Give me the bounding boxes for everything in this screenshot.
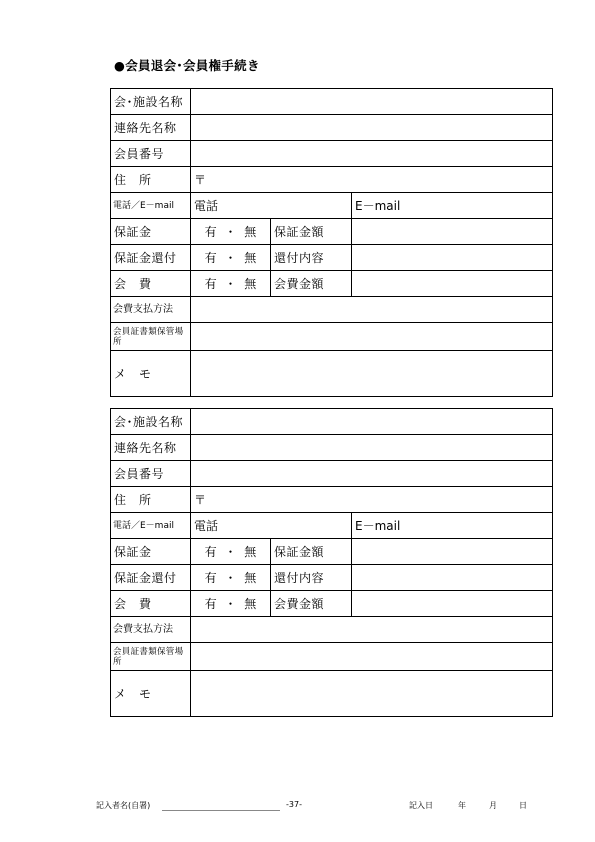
- entry-date-label: 記入日: [409, 801, 433, 810]
- row-fee: [111, 591, 553, 617]
- label-fee-amount: 会費金額: [271, 591, 352, 617]
- label-member-number: 会員番号: [111, 141, 191, 167]
- label-memo: メ モ: [111, 671, 191, 717]
- row-fee-payment: [111, 617, 553, 643]
- label-deposit: 保証金: [111, 219, 191, 245]
- field-email[interactable]: [352, 193, 553, 219]
- label-deposit-refund: 保証金還付: [111, 245, 191, 271]
- label-phone: 電話: [194, 198, 219, 213]
- label-phone: 電話: [194, 518, 219, 533]
- writer-name-label: 記入者名(自署): [96, 801, 151, 810]
- label-deposit-amount: 保証金額: [271, 539, 352, 565]
- field-member-number[interactable]: [191, 461, 553, 487]
- row-address: [111, 167, 553, 193]
- label-email: E－mail: [355, 518, 401, 533]
- label-phone-email: 電話／E－mail: [111, 513, 191, 539]
- field-refund-details[interactable]: [352, 245, 553, 271]
- row-facility-name: [111, 409, 553, 435]
- row-memo: [111, 671, 553, 717]
- label-facility-name: 会･施設名称: [111, 409, 191, 435]
- deposit-refund-yes-no[interactable]: 有 ・ 無: [191, 565, 271, 591]
- field-member-number[interactable]: [191, 141, 553, 167]
- label-fee-payment-method: 会費支払方法: [111, 297, 191, 323]
- field-contact-name[interactable]: [191, 115, 553, 141]
- page-title: ●会員退会･会員権手続き: [114, 58, 260, 73]
- field-cert-storage[interactable]: [191, 643, 553, 671]
- row-cert-storage: [111, 643, 553, 671]
- label-fee: 会 費: [111, 271, 191, 297]
- label-cert-storage: 会員証書類保管場所: [111, 323, 191, 351]
- field-phone[interactable]: [191, 513, 352, 539]
- deposit-yes-no[interactable]: 有 ・ 無: [191, 219, 271, 245]
- row-fee: [111, 271, 553, 297]
- label-refund-details: 還付内容: [271, 245, 352, 271]
- field-fee-amount[interactable]: [352, 591, 553, 617]
- row-contact-name: [111, 115, 553, 141]
- row-deposit-refund: [111, 565, 553, 591]
- row-deposit-refund: [111, 245, 553, 271]
- field-fee-payment-method[interactable]: [191, 297, 553, 323]
- label-address: 住 所: [111, 167, 191, 193]
- field-facility-name[interactable]: [191, 409, 553, 435]
- row-deposit: [111, 539, 553, 565]
- field-address[interactable]: [191, 487, 553, 513]
- row-cert-storage: [111, 323, 553, 351]
- row-fee-payment: [111, 297, 553, 323]
- label-fee: 会 費: [111, 591, 191, 617]
- page-number: -37-: [286, 800, 302, 809]
- label-fee-amount: 会費金額: [271, 271, 352, 297]
- label-contact-name: 連絡先名称: [111, 435, 191, 461]
- field-cert-storage[interactable]: [191, 323, 553, 351]
- label-facility-name: 会･施設名称: [111, 89, 191, 115]
- label-memo: メ モ: [111, 351, 191, 397]
- field-fee-payment-method[interactable]: [191, 617, 553, 643]
- label-member-number: 会員番号: [111, 461, 191, 487]
- row-deposit: [111, 219, 553, 245]
- row-member-number: [111, 141, 553, 167]
- field-contact-name[interactable]: [191, 435, 553, 461]
- label-fee-payment-method: 会費支払方法: [111, 617, 191, 643]
- field-facility-name[interactable]: [191, 89, 553, 115]
- label-phone-email: 電話／E－mail: [111, 193, 191, 219]
- field-fee-amount[interactable]: [352, 271, 553, 297]
- field-phone[interactable]: [191, 193, 352, 219]
- label-deposit-refund: 保証金還付: [111, 565, 191, 591]
- label-deposit: 保証金: [111, 539, 191, 565]
- row-phone-email: [111, 193, 553, 219]
- field-deposit-amount[interactable]: [352, 539, 553, 565]
- row-member-number: [111, 461, 553, 487]
- fee-yes-no[interactable]: 有 ・ 無: [191, 271, 271, 297]
- row-phone-email: [111, 513, 553, 539]
- signature-line[interactable]: [162, 810, 280, 811]
- field-memo[interactable]: [191, 671, 553, 717]
- row-address: [111, 487, 553, 513]
- row-contact-name: [111, 435, 553, 461]
- label-refund-details: 還付内容: [271, 565, 352, 591]
- field-email[interactable]: [352, 513, 553, 539]
- row-facility-name: [111, 89, 553, 115]
- field-refund-details[interactable]: [352, 565, 553, 591]
- field-address[interactable]: [191, 167, 553, 193]
- label-address: 住 所: [111, 487, 191, 513]
- month-label: 月: [489, 801, 497, 810]
- row-memo: [111, 351, 553, 397]
- postal-mark: 〒: [194, 172, 207, 187]
- year-label: 年: [458, 801, 466, 810]
- membership-form-2: [110, 408, 553, 717]
- label-cert-storage: 会員証書類保管場所: [111, 643, 191, 671]
- label-email: E－mail: [355, 198, 401, 213]
- day-label: 日: [519, 801, 527, 810]
- deposit-refund-yes-no[interactable]: 有 ・ 無: [191, 245, 271, 271]
- deposit-yes-no[interactable]: 有 ・ 無: [191, 539, 271, 565]
- label-deposit-amount: 保証金額: [271, 219, 352, 245]
- label-contact-name: 連絡先名称: [111, 115, 191, 141]
- membership-form-1: [110, 88, 553, 397]
- postal-mark: 〒: [194, 492, 207, 507]
- field-deposit-amount[interactable]: [352, 219, 553, 245]
- field-memo[interactable]: [191, 351, 553, 397]
- fee-yes-no[interactable]: 有 ・ 無: [191, 591, 271, 617]
